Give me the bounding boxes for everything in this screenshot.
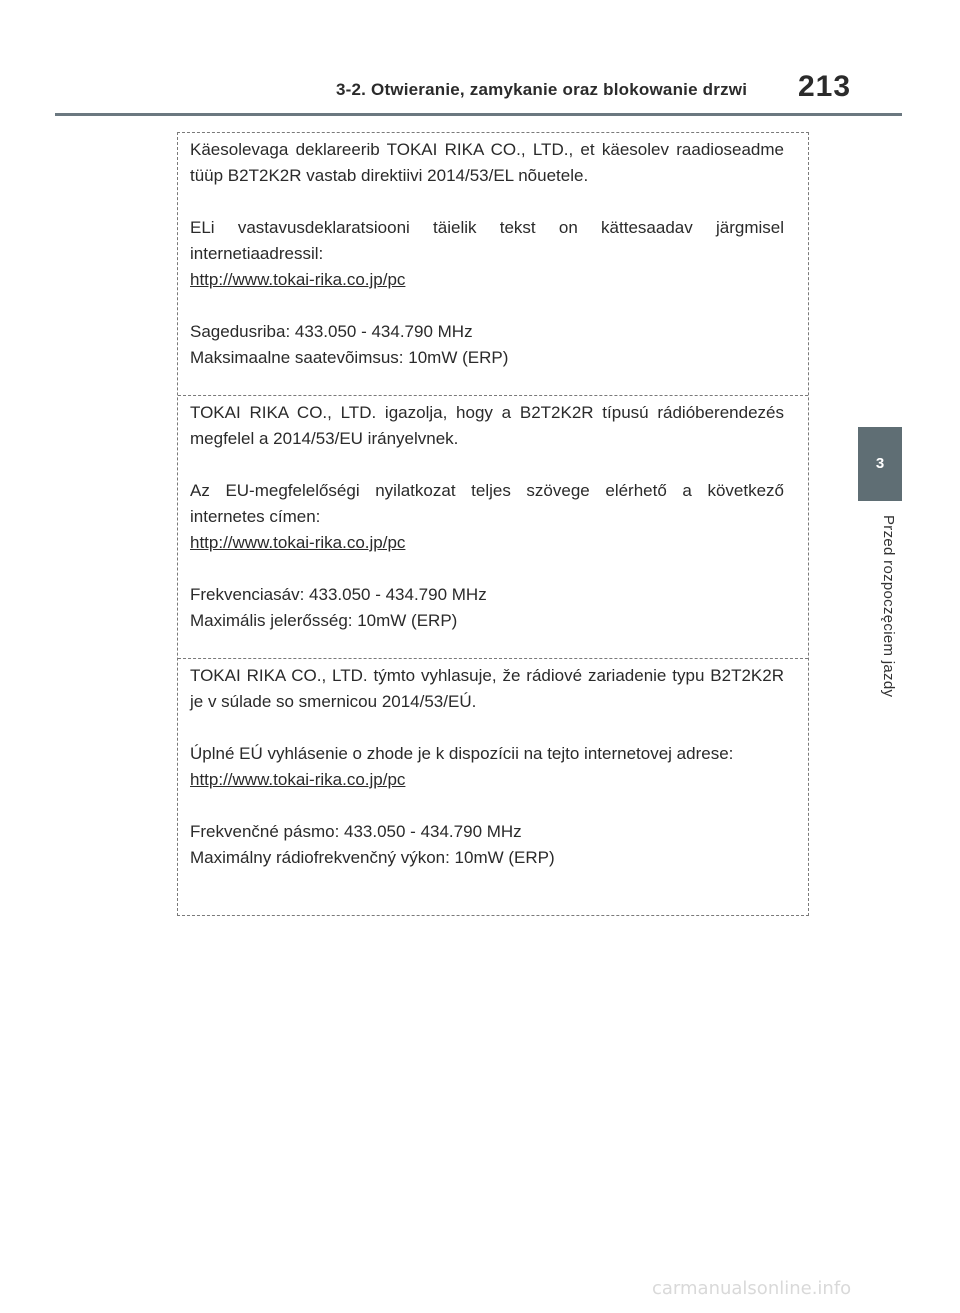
declaration-availability: Úplné EÚ vyhlásenie o zhode je k dispozícii na tejto internetovej adrese: [190,744,734,763]
declaration-availability: ELi vastavusdeklaratsiooni täielik tekst on kättesaadav järgmisel internetiaadressil: [190,218,784,263]
declaration-box [177,132,809,916]
declaration-availability: Az EU-megfelelőségi nyilatkozat teljes szövege elérhető a következő internetes címen: [190,481,784,526]
declaration-statement: TOKAI RIKA CO., LTD. týmto vyhlasuje, že rádiové zariadenie typu B2T2K2R je v súlade so smernicou 2014/53/EÚ. [190,666,784,711]
max-power: Maksimaalne saatevõimsus: 10mW (ERP) [190,348,509,367]
frequency-band: Frekvenčné pásmo: 433.050 - 434.790 MHz [190,822,522,841]
chapter-tab: 3 [858,427,902,501]
max-power: Maximálny rádiofrekvenčný výkon: 10mW (ERP) [190,848,555,867]
max-power: Maximális jelerősség: 10mW (ERP) [190,611,458,630]
page-number: 213 [798,70,852,103]
chapter-side-label: Przed rozpoczęciem jazdy [880,515,897,698]
declaration-statement: TOKAI RIKA CO., LTD. igazolja, hogy a B2T2K2R típusú rádióberendezés megfelel a 2014/53/EU irányelvnek. [190,403,784,448]
frequency-band: Sagedusriba: 433.050 - 434.790 MHz [190,322,473,341]
declaration-estonian [178,133,808,395]
declaration-link[interactable]: http://www.tokai-rika.co.jp/pc [190,533,406,552]
site-watermark: carmanualsonline.info [652,1278,852,1299]
declaration-link[interactable]: http://www.tokai-rika.co.jp/pc [190,270,406,289]
declaration-hungarian [178,395,808,658]
header-divider [55,113,902,116]
declaration-link[interactable]: http://www.tokai-rika.co.jp/pc [190,770,406,789]
declaration-statement: Käesolevaga deklareerib TOKAI RIKA CO., LTD., et käesolev raadioseadme tüüp B2T2K2R vastab direktiivi 2014/53/EL nõuetele. [190,140,784,185]
section-heading: 3-2. Otwieranie, zamykanie oraz blokowanie drzwi [336,80,748,99]
frequency-band: Frekvenciasáv: 433.050 - 434.790 MHz [190,585,487,604]
declaration-slovak [178,658,808,915]
